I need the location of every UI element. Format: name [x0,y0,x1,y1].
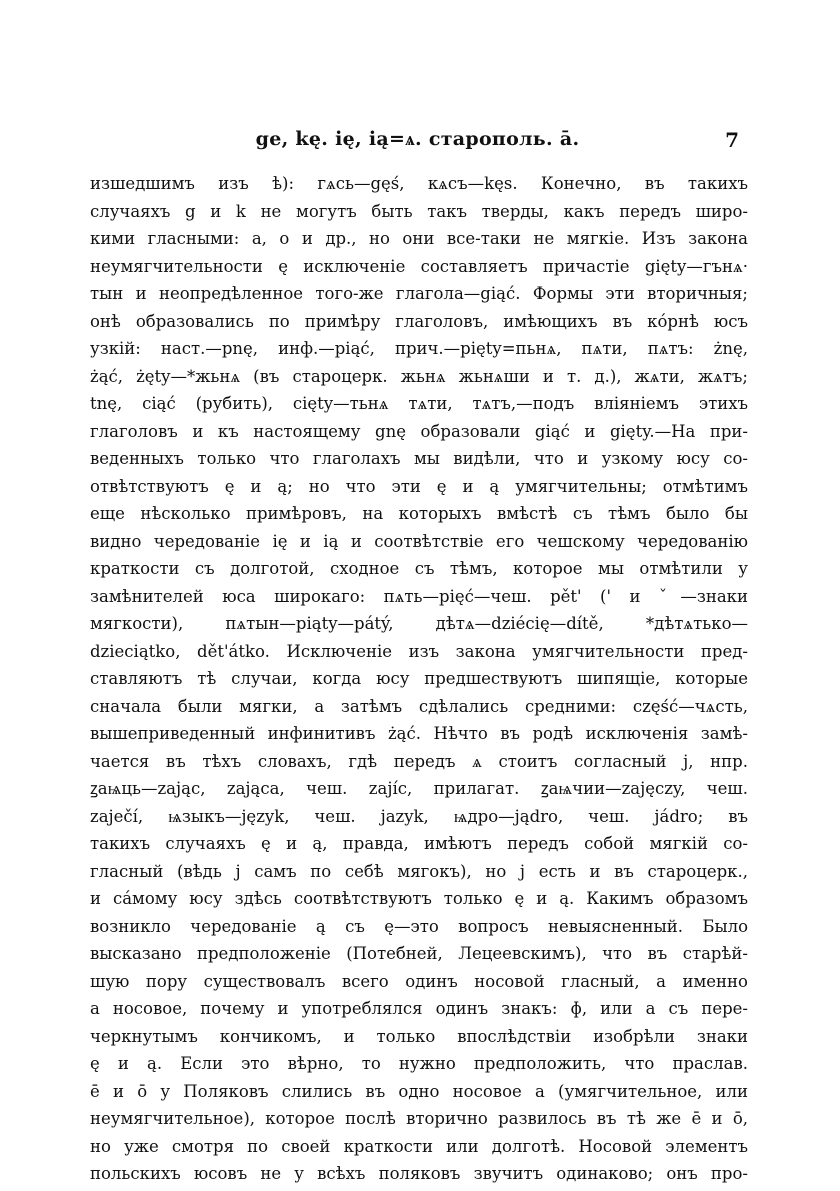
text-line: гласный (вѣдь j самъ по себѣ мягокъ), но j есть и въ староцерк., [90,861,748,881]
text-line: ē и ō у Поляковъ слились въ одно носовое a (умягчительное, или [90,1081,748,1101]
text-line: неумягчительное), которое послѣ вторично развилось въ тѣ же ē и ō, [90,1109,748,1128]
text-line: видно чередованіе ię и ią и соотвѣтствіе его чешскому чередованію [90,531,748,551]
text-line: высказано предположеніе (Потебней, Лецеевскимъ), что въ старѣй- [90,944,748,963]
text-line: ставляютъ тѣ случаи, когда юсу предшествуютъ шипящіе, которые [90,669,748,688]
text-line: возникло чередованіе ą съ ę—это вопросъ невыясненный. Было [90,916,748,936]
running-title: ge, kę. ię, ią=ѧ. старополь. ā. [255,128,580,150]
text-line: мягкости), пѧтын—piąty—pátý, дѣтѧ—dziécię—dítě, *дѣтѧтько— [90,614,748,633]
text-line: кими гласными: а, о и др., но они все-таки не мягкіе. Изъ закона [90,229,748,248]
text-line: тын и неопредѣленное того-же глагола—giąć. Формы эти вторичныя; [90,284,748,303]
text-line: и сáмому юсу здѣсь соотвѣтствуютъ только ę и ą. Какимъ образомъ [90,889,748,908]
page-number: 7 [725,128,739,152]
text-line: вышеприведенный инфинитивъ żąć. Нѣчто въ родѣ исключенія замѣ- [90,724,748,743]
text-line: такихъ случаяхъ ę и ą, правда, имѣютъ передъ собой мягкій со- [90,834,748,853]
text-line: сначала были мягки, а затѣмъ сдѣлались средними: część—чѧсть, [90,696,748,716]
text-line: ę и ą. Если это вѣрно, то нужно предположить, что праслав. [90,1054,748,1073]
text-line: шую пору существовалъ всего одинъ носовой гласный, а именно [90,971,748,991]
text-line: отвѣтствуютъ ę и ą; но что эти ę и ą умягчительны; отмѣтимъ [90,476,748,496]
text-line: случаяхъ g и k не могутъ быть такъ тверды, какъ передъ широ- [90,201,748,221]
text-line: краткости съ долготой, сходное съ тѣмъ, которое мы отмѣтили у [90,559,748,578]
text-line: неумягчительности ę исключеніе составляетъ причастіе gięty—гънѧ· [90,256,748,276]
text-line: ꙁаѩць—zając, zająca, чеш. zajíc, прилагат. ꙁаѩчии—zajęczy, чеш. [90,779,748,798]
text-line: zaječí, ѩзыкъ—język, чеш. jazyk, ѩдро—jądro, чеш. jádro; въ [90,806,748,826]
text-line: веденныхъ только что глаголахъ мы видѣли, что и узкому юсу со- [90,449,748,468]
text-line: żąć, żęty—*жьнѧ (въ староцерк. жьнѧ жьнѧши и т. д.), жѧти, жѧтъ; [90,366,748,386]
text-line: онѣ образовались по примѣру глаголовъ, имѣющихъ въ кóрнѣ юсъ [90,311,748,331]
text-line: черкнутымъ кончикомъ, и только впослѣдствіи изобрѣли знаки [90,1026,748,1046]
text-line: замѣнителей юса широкаго: пѧть—pięć—чеш. pět' (' и ˇ—знаки [90,586,748,606]
text-line: dzieciątko, dět'átko. Исключеніе изъ закона умягчительности пред- [90,641,748,661]
text-line: a носовое, почему и употреблялся одинъ знакъ: ɸ, или a съ пере- [90,999,748,1018]
text-line: но уже смотря по своей краткости или долготѣ. Носовой элементъ [90,1136,748,1156]
text-line: чается въ тѣхъ словахъ, гдѣ передъ ѧ стоитъ согласный j, нпр. [90,751,748,771]
text-line: изшедшимъ изъ ѣ): гѧсь—gęś, кѧсъ—kęs. Конечно, въ такихъ [90,174,748,193]
running-head [90,128,745,156]
text-line: tnę, ciąć (рубить), cięty—тьнѧ тѧти, тѧтъ,—подъ вліяніемъ этихъ [90,394,748,413]
text-line: еще нѣсколько примѣровъ, на которыхъ вмѣстѣ съ тѣмъ было бы [90,504,748,523]
text-line: глаголовъ и къ настоящему gnę образовали giąć и gięty.—На при- [90,421,748,441]
text-line: узкій: наст.—pnę, инф.—piąć, прич.—pięty=пьнѧ, пѧти, пѧтъ: żnę, [90,339,748,358]
body-text [90,170,748,1188]
text-line: польскихъ юсовъ не у всѣхъ поляковъ звучитъ одинаково; онъ про- [90,1164,748,1183]
